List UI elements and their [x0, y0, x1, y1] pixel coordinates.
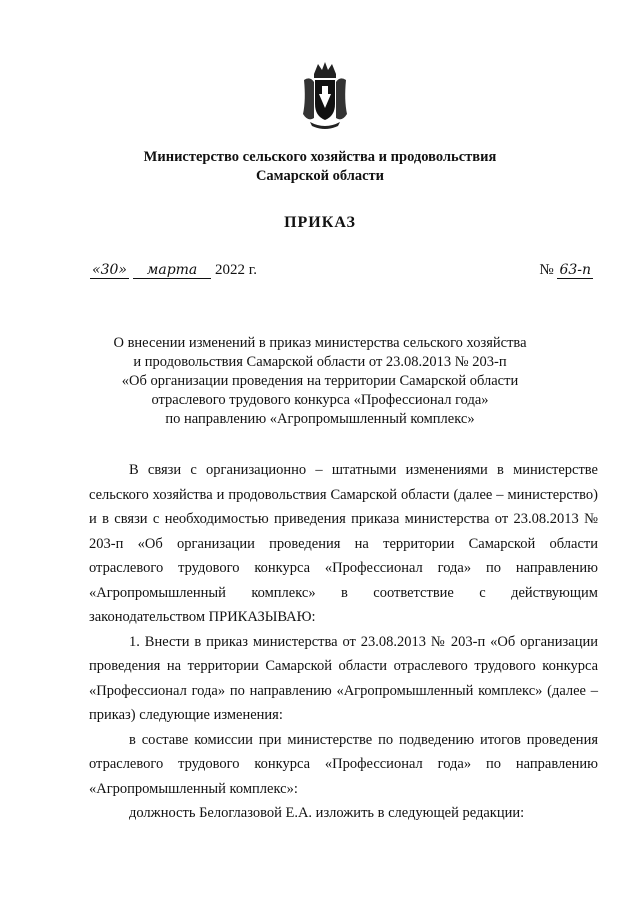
date-day-handwritten: «30» [92, 262, 127, 278]
document-title: ПРИКАЗ [284, 214, 356, 231]
order-subject [80, 334, 560, 429]
number-handwritten: 63-п [559, 262, 591, 278]
body-paragraph: 1. Внести в приказ министерства от 23.08.2013 № 203-п «Об организации проведения на территории Самарской области отраслевого трудового конкурса «Профессионал года» по направлению «Агропромышленный комплекс» (далее – приказ) следующие изменения: [89, 633, 598, 723]
subject-line: О внесении изменений в приказ министерства сельского хозяйства [113, 335, 527, 351]
subject-line: по направлению «Агропромышленный комплекс» [165, 411, 475, 427]
date-month-handwritten: марта [133, 262, 212, 279]
subject-line: и продовольствия Самарской области от 23.08.2013 № 203-п [133, 354, 507, 370]
body-paragraph: должность Белоглазовой Е.А. изложить в следующей редакции: [129, 805, 525, 821]
number-prefix: № [539, 262, 554, 278]
coat-of-arms-icon [300, 60, 350, 132]
order-number [539, 262, 593, 279]
order-body [89, 458, 598, 826]
body-paragraph: В связи с организационно – штатными изменениями в министерстве сельского хозяйства и продовольствия Самарской области (далее – министерство) и в связи с необходимостью приведения приказа министерства от 23.08.2013 № 203-п «Об организации проведения на территории Самарской области отраслевого трудового конкурса «Профессионал года» по направлению «Агропромышленный комплекс» в соответствие с действующим законодательством ПРИКАЗЫВАЮ: [89, 462, 598, 625]
body-paragraph: в составе комиссии при министерстве по подведению итогов проведения отраслевого трудового конкурса «Профессионал года» по направлению «Агропромышленный комплекс»: [89, 731, 598, 797]
ministry-name-line2: Самарской области [255, 168, 385, 184]
order-date [90, 262, 257, 279]
subject-line: отраслевого трудового конкурса «Профессионал года» [151, 392, 489, 408]
ministry-name-line1: Министерство сельского хозяйства и продовольствия [143, 149, 497, 165]
ministry-name [0, 148, 640, 186]
subject-line: «Об организации проведения на территории Самарской области [121, 373, 519, 389]
date-year: 2022 г. [215, 262, 257, 278]
